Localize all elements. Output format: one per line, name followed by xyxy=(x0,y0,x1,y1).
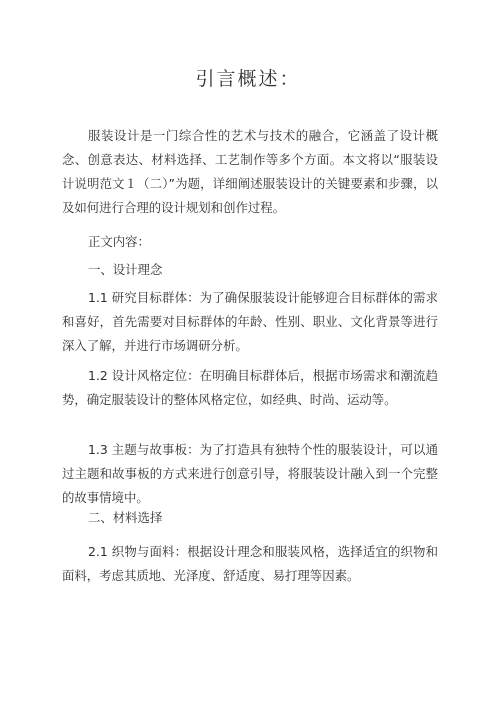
paragraph-1-2: 1.2 设计风格定位：在明确目标群体后，根据市场需求和潮流趋势，确定服装设计的整体风格定位，如经典、时尚、运动等。 xyxy=(62,368,438,407)
intro-paragraph: 服装设计是一门综合性的艺术与技术的融合，它涵盖了设计概念、创意表达、材料选择、工艺制作等多个方面。本文将以“服装设计说明范文１（二）”为题，详细阐述服装设计的关键要素和步骤，以及如何进行合理的设计规划和创作过程。 xyxy=(62,128,438,215)
section-2-heading: 二、材料选择 xyxy=(88,510,163,525)
section-1-heading: 一、设计理念 xyxy=(88,262,163,277)
paragraph-2-1: 2.1 织物与面料：根据设计理念和服装风格，选择适宜的织物和面料，考虑其质地、光泽度、舒适度、易打理等因素。 xyxy=(62,544,438,583)
body-label: 正文内容： xyxy=(88,234,150,249)
document-title: 引言概述： xyxy=(195,68,301,90)
paragraph-1-1: 1.1 研究目标群体：为了确保服装设计能够迎合目标群体的需求和喜好，首先需要对目标群体的年龄、性别、职业、文化背景等进行深入了解，并进行市场调研分析。 xyxy=(62,290,438,353)
paragraph-1-3: 1.3 主题与故事板：为了打造具有独特个性的服装设计，可以通过主题和故事板的方式来进行创意引导，将服装设计融入到一个完整的故事情境中。 xyxy=(62,442,438,505)
